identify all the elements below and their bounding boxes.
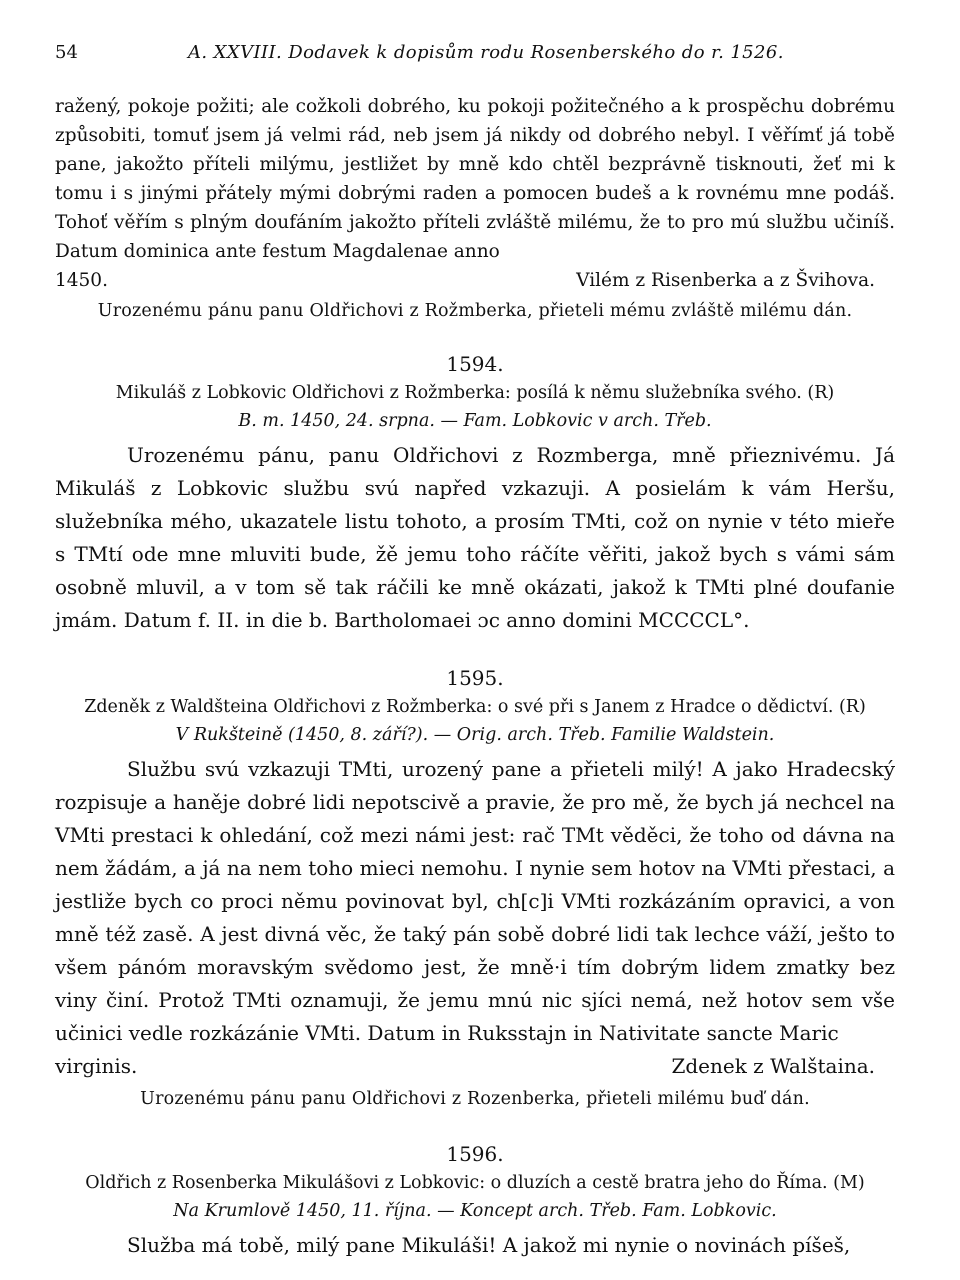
page-content: [55, 92, 895, 1262]
letter-summary: Oldřich z Rosenberka Mikulášovi z Lobkovic: o dluzích a cestě bratra jeho do Říma. (M): [85, 1173, 865, 1193]
intro-paragraph: ražený, pokoje požiti; ale cožkoli dobrého, ku pokoji požitečného a k prospěchu dobrému způsobiti, tomuť jsem já velmi rád, neb jsem já nikdy od dobrého nebyl. I věřímť já tobě pane, jakožto příteli milýmu, jestližet by mně kdo chtěl bezprávně tisknouti, žeť mi k tomu i s jinými přátely mými dobrými raden a pomocen budeš a k rovnému mne podáš. Tohoť věřím s plným doufáním jakožto příteli zvláště milému, že to pro mú službu učiníš. Datum dominica ante festum Magdalenae anno: [55, 96, 895, 262]
letter-body: Službu svú vzkazuji TMti, urozený pane a přieteli milý! A jako Hradecský rozpisuje a haněje dobré lidi nepotscivě a pravie, že pro mě, že bych já nechcel na VMti prestaci k ohledání, což mezi námi jest: rač TMt věděci, že toho od dávna na nem žádám, a já na nem toho mieci nemohu. I nynie sem hotov na VMti přestaci, a jestliže bych co proci němu povinovat byl, ch[c]i VMti rozkázáním opravici, a von mně též zasě. A jest divná věc, že taký pán sobě dobré lidi tak lechce váží, ješto to všem pánóm moravským svědomo jest, že mně·i tím dobrým lidem zmatky bez viny činí. Protož TMti oznamuji, že jemu mnú nic sjíci nemá, než hotov sem vše učinici vedle rozkázánie VMti. Datum in Ruksstajn in Nativitate sancte Maric: [55, 757, 895, 1045]
page-number: 54: [55, 42, 78, 63]
letter-1595: [55, 663, 895, 1113]
letter-number: 1596.: [446, 1142, 504, 1166]
letter-summary: Zdeněk z Waldšteina Oldřichovi z Rožmberka: o své při s Janem z Hradce o dědictví. (R): [84, 697, 866, 717]
letter-body: Urozenému pánu, panu Oldřichovi z Rozmberga, mně přieznivému. Já Mikuláš z Lobkovic službu svú napřed vzkazuji. A posielám k vám Heršu, služebníka mého, ukazatele listu tohoto, a prosím TMti, což on nynie v této mieře s TMtí ode mne mluviti bude, žě jemu toho ráčíte věřiti, jakož bych s vámi sám osobně mluvil, a v tom sě tak ráčili ke mně okázati, jakož k TMti plné doufanie jmám. Datum f. II. in die b. Bartholomaei ɔc anno domini MCCCCL°.: [55, 443, 895, 632]
letter-summary: Mikuláš z Lobkovic Oldřichovi z Rožmberka: posílá k němu služebníka svého. (R): [115, 383, 835, 403]
intro-address: Urozenému pánu panu Oldřichovi z Rožmberka, přieteli mému zvláště milému dán.: [97, 301, 853, 321]
letter-number: 1595.: [446, 666, 504, 690]
letter-1596: [55, 1139, 895, 1262]
intro-year: 1450.: [55, 270, 108, 291]
letter-closing-word: virginis.: [55, 1054, 138, 1078]
page-header: [55, 42, 895, 72]
letter-closing-line: [55, 1050, 895, 1083]
letter-source: V Rukšteině (1450, 8. září?). — Orig. arch. Třeb. Familie Waldstein.: [175, 725, 775, 745]
letter-signature: Zdenek z Walštaina.: [671, 1054, 875, 1078]
letter-body: Služba má tobě, milý pane Mikuláši! A jakož mi nynie o novinách píšeš,: [127, 1233, 851, 1257]
letter-source: B. m. 1450, 24. srpna. — Fam. Lobkovic v arch. Třeb.: [238, 411, 712, 431]
intro-closing-line: [55, 266, 895, 295]
document-page: [55, 0, 895, 1280]
letter-1594: [55, 349, 895, 637]
letter-address: Urozenému pánu panu Oldřichovi z Rozenberka, přieteli milému buď dán.: [140, 1089, 810, 1109]
letter-source: Na Krumlově 1450, 11. října. — Koncept arch. Třeb. Fam. Lobkovic.: [173, 1201, 777, 1221]
letter-number: 1594.: [446, 352, 504, 376]
intro-signature: Vilém z Risenberka a z Švihova.: [576, 270, 875, 291]
running-title: A. XXVIII. Dodavek k dopisům rodu Rosenberského do r. 1526.: [188, 42, 784, 63]
